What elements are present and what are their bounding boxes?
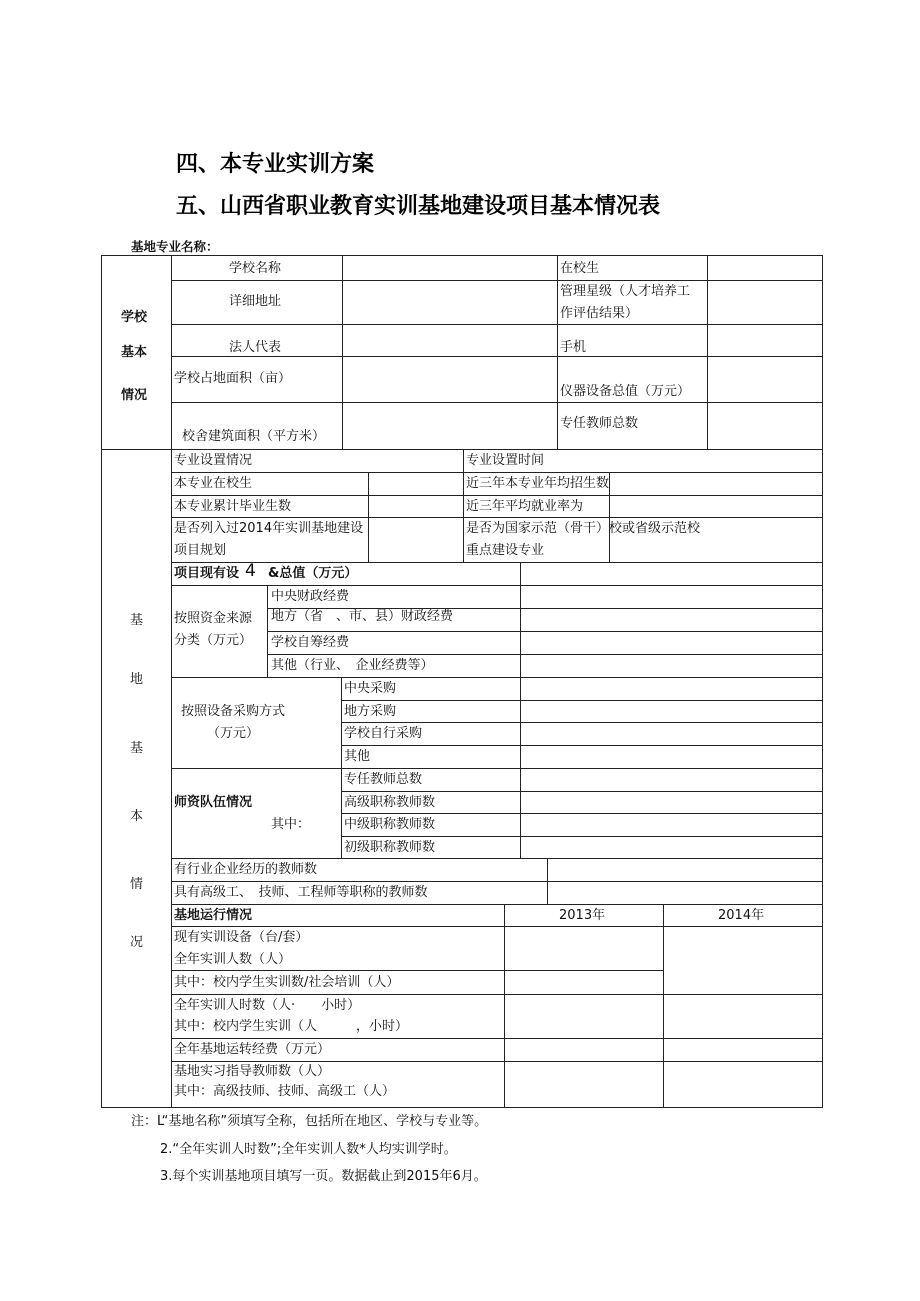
year-2013-header: 2013年 — [559, 908, 606, 923]
group-column-divider — [171, 255, 172, 1108]
equipment-total-number: 4 — [245, 561, 256, 581]
fund-item: 其他（行业、 企业经费等） — [271, 658, 434, 673]
row-line — [171, 768, 823, 769]
row-line — [341, 745, 823, 746]
operation-label: 基地运行情况 — [174, 908, 253, 923]
equipment-total-label-b: &总值（万元） — [268, 566, 358, 581]
employment-rate-label: 近三年平均就业率为 — [466, 499, 584, 514]
row-line — [341, 700, 823, 701]
school-name-label: 学校名称 — [229, 261, 282, 276]
base-name-label: 基地专业名称： — [131, 239, 219, 254]
star-level-label: 管理星级（人才培养工作评估结果） — [560, 284, 691, 321]
faculty-item: 专任教师总数 — [344, 772, 423, 787]
col-line — [504, 904, 505, 1108]
major-setup-label: 专业设置情况 — [174, 453, 253, 468]
purchase-item: 地方采购 — [344, 704, 397, 719]
of-which-label: 其中： — [271, 817, 311, 832]
by-fund-label: 按照资金来源分类（万元） — [174, 611, 253, 648]
purchase-item: 中央采购 — [344, 681, 397, 696]
school-address-label: 详细地址 — [229, 294, 282, 309]
row-line — [171, 402, 823, 403]
col-line — [463, 449, 464, 563]
by-purchase-label: 按照设备采购方式（万元） — [180, 704, 285, 741]
base-group-label-1: 基 — [130, 613, 144, 628]
faculty-item: 初级职称教师数 — [344, 840, 436, 855]
table-left-border — [101, 255, 102, 1108]
col-line — [342, 255, 343, 450]
students-label: 在校生 — [560, 261, 600, 276]
school-group-label-3: 情况 — [121, 388, 148, 403]
row-line — [171, 677, 823, 678]
op-item: 其中：高级技师、技师、高级工（人） — [174, 1084, 396, 1099]
faculty-label: 师资队伍情况 — [174, 795, 253, 810]
graduates-label: 本专业累计毕业生数 — [174, 499, 292, 514]
fund-item: 地方（省 、市、县）财政经费 — [271, 609, 454, 624]
year-2014-header: 2014年 — [718, 908, 765, 923]
op-item: 全年实训人时数（人· 小时） — [174, 998, 361, 1013]
base-group-label-2: 地 — [130, 672, 144, 687]
row-line — [171, 324, 823, 325]
col-line — [663, 904, 664, 1108]
note-2: 2.“全年实训人时数”;全年实训人数*人均实训学时。 — [160, 1142, 457, 1157]
note-3: 3.每个实训基地项目填写一页。数据截止到2015年6月。 — [160, 1169, 487, 1184]
faculty-item: 高级职称教师数 — [344, 795, 436, 810]
school-group-label-2: 基本 — [121, 345, 148, 360]
col-line — [341, 677, 342, 859]
col-line — [520, 562, 521, 859]
base-group-label-3: 基 — [130, 741, 144, 756]
major-setup-time-label: 专业设置时间 — [466, 453, 545, 468]
table-top-border — [101, 255, 823, 256]
fulltime-teachers-label: 专任教师总数 — [560, 416, 639, 431]
section-5-heading: 五、山西省职业教育实训基地建设项目基本情况表 — [176, 194, 661, 219]
legal-rep-label: 法人代表 — [229, 340, 282, 355]
col-line — [557, 255, 558, 450]
section-4-heading: 四、本专业实训方案 — [176, 152, 375, 177]
op-item: 全年基地运转经费（万元） — [174, 1042, 331, 1057]
faculty-item: 中级职称教师数 — [344, 817, 436, 832]
industry-exp-label: 有行业企业经历的教师数 — [174, 862, 318, 877]
purchase-item: 学校自行采购 — [344, 726, 423, 741]
note-1: 注：L“基地名称”须填写全称，包括所在地区、学校与专业等。 — [131, 1114, 488, 1129]
table-bottom-border — [101, 1107, 823, 1108]
school-group-label-1: 学校 — [121, 310, 148, 325]
base-group-label-4: 本 — [130, 809, 144, 824]
op-item: 其中：校内学生实训（人 ，小时） — [174, 1019, 409, 1034]
base-group-label-5: 情 — [130, 877, 144, 892]
fund-item: 学校自筹经费 — [271, 635, 350, 650]
op-item: 全年实训人数（人） — [174, 952, 292, 967]
op-item: 现有实训设备（台/套） — [174, 930, 309, 945]
row-line — [171, 280, 823, 281]
demo-school-label: 是否为国家示范（骨干）校或省级示范校重点建设专业 — [466, 521, 701, 558]
building-area-label: 校舍建筑面积（平方米） — [182, 429, 326, 444]
col-line — [547, 858, 548, 905]
table-right-border — [822, 255, 823, 1108]
op-item: 基地实习指导教师数（人） — [174, 1064, 331, 1079]
col-line — [707, 255, 708, 450]
listed-2014-label: 是否列入过2014年实训基地建设项目规划 — [174, 521, 364, 558]
col-line — [368, 472, 369, 563]
senior-skill-label: 具有高级工、 技师、工程师等职称的教师数 — [174, 885, 428, 900]
avg-enroll-label: 近三年本专业年均招生数 — [466, 476, 610, 491]
base-group-label-6: 况 — [130, 935, 144, 950]
equipment-total-label-a: 项目现有设 — [174, 566, 240, 581]
phone-label: 手机 — [560, 340, 587, 355]
op-item: 其中：校内学生实训数/社会培训（人） — [174, 975, 400, 990]
equipment-value-label: 仪器设备总值（万元） — [560, 384, 691, 399]
land-area-label: 学校占地面积（亩） — [174, 371, 292, 386]
col-line — [267, 585, 268, 678]
purchase-item: 其他 — [344, 749, 371, 764]
row-line — [171, 585, 823, 586]
major-students-label: 本专业在校生 — [174, 476, 253, 491]
fund-item: 中央财政经费 — [271, 589, 350, 604]
row-line — [267, 631, 823, 632]
